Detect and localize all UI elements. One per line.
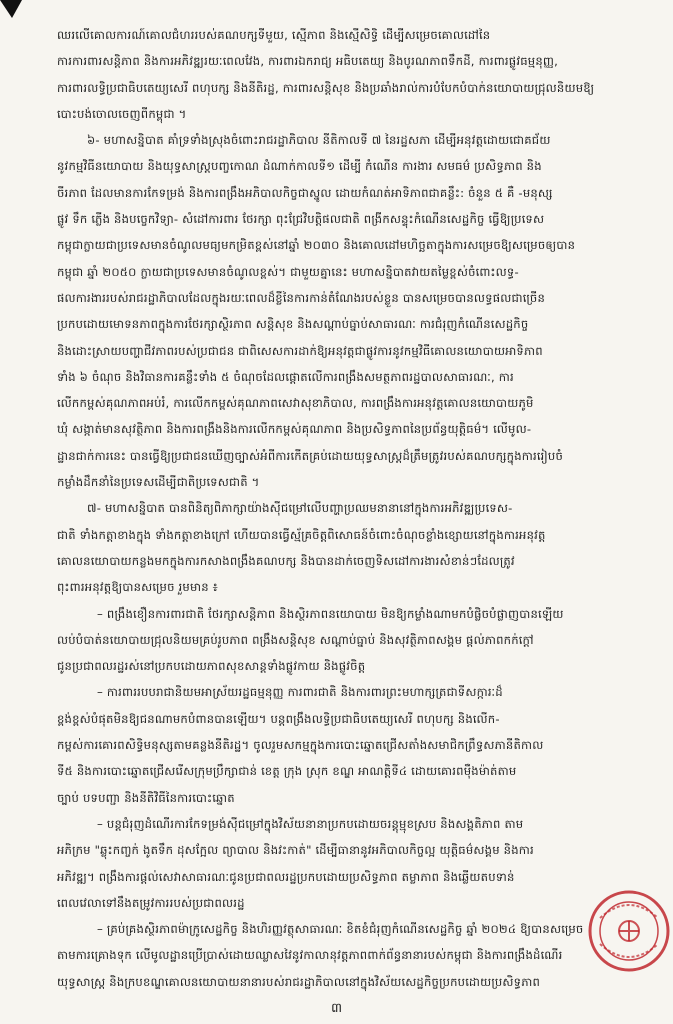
text-line: ជូនប្រជាពលរដ្ឋរស់នៅប្រកបដោយភាពសុខសាន្តទាំងផ្លូវកាយ និងផ្លូវចិត្ត bbox=[57, 659, 366, 674]
text-line: ការពារលទ្ធិប្រជាធិបតេយ្យសេរី ពហុបក្ស និងនីតិរដ្ឋ, ការពារសន្តិសុខ និងប្រឆាំងរាល់ការបំបែកបំបាក់នយោបាយជ្រុលនិយមឱ្យ bbox=[57, 80, 595, 95]
paragraph-6-start: ៦- មហាសន្និបាត គាំទ្រទាំងស្រុងចំពោះរាជរដ្ឋាភិបាល នីតិកាលទី ៧ នៃរដ្ឋសភា ដើម្បីអនុវត្តដោយជោគជ័យ bbox=[87, 133, 551, 148]
text-line: បោះបង់ចោលចេញពីកម្ពុជា ។ bbox=[57, 106, 187, 121]
text-line: ច្បាប់ បទបញ្ជា និងនីតិវិធីនៃការបោះឆ្នោត bbox=[57, 790, 235, 805]
text-line: អភិក្រម "ឆ្លុះកញ្ចក់ ងូតទឹក ដុសក្អែល ព្យាបាល និងវះកាត់" ដើម្បីធានានូវអភិបាលកិច្ចល្អ យុត្តិធម៌សង្គម និងការ bbox=[57, 843, 534, 858]
text-line: គោលនយោបាយកន្លងមកក្នុងការកសាងពង្រឹងគណបក្ស និងបានដាក់ចេញទិសដៅការងារសំខាន់ៗដែលត្រូវ bbox=[57, 553, 515, 568]
text-line: ឃុំ សង្កាត់មានសុវត្ថិភាព និងការពង្រឹងនិងការលើកកម្ពស់គុណភាព និងប្រសិទ្ធភាពនៃប្រព័ន្ធយុត្តិធម៌។ លើមូល- bbox=[57, 422, 532, 437]
bullet-item-3: – បន្តជំរុញដំណើរការកែទម្រង់ស៊ីជម្រៅក្នុងវិស័យនានាប្រកបដោយចរន្តុម្មុខស្រប និងសង្គតិភាព តាម bbox=[97, 816, 524, 831]
text-line: ខ្ពង់ខ្ពស់បំផុតមិនឱ្យជនណាមកបំពានបានឡើយ។ បន្តពង្រឹងលទ្ធិប្រជាធិបតេយ្យសេរី ពហុបក្ស និងលើក- bbox=[57, 711, 500, 726]
text-line: ទី៥ និងការបោះឆ្នោតជ្រើសរើសក្រុមប្រឹក្សាជាន់ ខេត្ត ក្រុង ស្រុក ខណ្ឌ អាណត្តិទី៤ ដោយគោរពម៉ឺងម៉ាត់តាម bbox=[57, 764, 517, 779]
text-line: នូវកម្មវិធីនយោបាយ និងយុទ្ធសាស្ត្របញ្ចកោណ ដំណាក់កាលទី១ ដើម្បី កំណើន ការងារ សមធម៌ ប្រសិទ្ធភាព និង bbox=[57, 159, 542, 174]
text-line: ពេលវេលាទៅនឹងតម្រូវការរបស់ប្រជាពលរដ្ឋ bbox=[57, 895, 245, 910]
text-line: កម្ពុជា ឆ្នាំ ២០៥០ ក្លាយជាប្រទេសមានចំណូលខ្ពស់។ ជាមួយគ្នានេះ មហាសន្និបាតវាយតម្លៃខ្ពស់ចំពោះលទ្ធ- bbox=[57, 264, 519, 279]
text-line: ចីរភាព ដែលមានការកែទម្រង់ និងការពង្រឹងអភិបាលកិច្ចជាស្នូល ដោយកំណត់អាទិភាពជាគន្លឹះ: ចំនួន ៥ គឺ -មនុស្ស bbox=[57, 185, 553, 200]
text-line: តាមការគ្រោងទុក លើមូលដ្ឋានប្រើប្រាស់ដោយឈ្លាសវៃនូវកាលានុវត្តភាពពាក់ព័ន្ធនានារបស់កម្ពុជា និងការពង្រឹងដំណើរ bbox=[57, 948, 563, 963]
text-line: និងដោះស្រាយបញ្ហាជីវភាពរបស់ប្រជាជន ជាពិសេសការដាក់ឱ្យអនុវត្តជាផ្លូវការនូវកម្មវិធីគោលនយោបាយអាទិភាព bbox=[57, 343, 543, 358]
bullet-item-4: – គ្រប់គ្រងស្ថិរភាពម៉ាក្រូសេដ្ឋកិច្ច និងហិរញ្ញវត្ថុសាធារណៈ ខិតខំជំរុញកំណើនសេដ្ឋកិច្ច ឆ្នាំ ២០២៤ ឱ្យបានសម្រេច bbox=[97, 922, 584, 937]
text-line: យុទ្ធសាស្ត្រ និងក្របខណ្ឌគោលនយោបាយនានារបស់រាជរដ្ឋាភិបាលនៅក្នុងវិស័យសេដ្ឋកិច្ចប្រកបដោយប្រសិទ្ធភាព bbox=[57, 974, 541, 989]
paragraph-7-start: ៧- មហាសន្និបាត បានពិនិត្យពិភាក្សាយ៉ាងស៊ីជម្រៅលើបញ្ហាប្រឈមនានានៅក្នុងការអភិវឌ្ឍប្រទេស- bbox=[87, 501, 513, 516]
party-seal-stamp bbox=[586, 888, 672, 974]
text-line: ដ្ឋានជាក់ការនេះ បានធ្វើឱ្យប្រជាជនឃើញច្បាស់អំពីការកើតគ្រប់ដោយយុទ្ធសាស្ត្រដ៏ត្រឹមត្រូវរបស់គណបក្សក្នុងការរៀបចំ bbox=[57, 448, 564, 463]
text-line: ផ្លូវ ទឹក ភ្លើង និងបច្ចេកវិទ្យា- សំដៅការពារ ថែរក្សា ពុះជ្រែវិបត្តិផលជាតិ ពង្រីកសន្ទុះកំណើនសេដ្ឋកិច្ច ធ្វើឱ្យប្រទេស bbox=[57, 212, 545, 227]
document-body bbox=[57, 22, 645, 995]
text-line: លប់បំបាត់នយោបាយជ្រុលនិយមគ្រប់រូបភាព ពង្រឹងសន្តិសុខ សណ្តាប់ធ្នាប់ និងសុវត្ថិភាពសង្គម ផ្តល់ភាពកក់ក្តៅ bbox=[57, 632, 534, 647]
bullet-item-1: – ពង្រឹងខឿនការពារជាតិ ថែរក្សាសន្តិភាព និងស្ថិរភាពនយោបាយ មិនឱ្យកម្លាំងណាមកបំផ្លិចបំផ្លាញបានឡើយ bbox=[97, 606, 564, 621]
text-line: កម្ពុជាក្លាយជាប្រទេសមានចំណូលមធ្យមកម្រិតខ្ពស់នៅឆ្នាំ ២០៣០ និងគោលដៅមហិច្ឆតាក្នុងការសម្រេចឱ្យសម្រេចឲ្យបាន bbox=[57, 238, 576, 253]
text-line: កម្លាំងដឹកនាំនៃប្រទេសដើម្បីជាតិប្រទេសជាតិ ។ bbox=[57, 475, 260, 490]
text-line: ផលការងាររបស់រាជរដ្ឋាភិបាលដែលក្នុងរយៈពេលដ៏ខ្លីនៃការកាន់តំណែងរបស់ខ្លួន បានសម្រេចបានលទ្ធផលជាច្រើន bbox=[57, 290, 546, 305]
text-line: ពុះពារអនុវត្តឱ្យបានសម្រេច រួមមាន ៖ bbox=[57, 580, 218, 595]
text-line: កម្ពស់ការគោរពសិទ្ធិមនុស្សតាមគន្លងនីតិរដ្ឋ។ ចូលរួមសកម្មក្នុងការបោះឆ្នោតជ្រើសតាំងសមាជិកព្រឹទ្ធសភានីតិកាល bbox=[57, 738, 544, 753]
text-line: អភិវឌ្ឍ។ ពង្រឹងការផ្តល់សេវាសាធារណៈជូនប្រជាពលរដ្ឋប្រកបដោយប្រសិទ្ធភាព តម្លាភាព និងឆ្លើយតបទាន់ bbox=[57, 869, 515, 884]
text-line: លើកកម្ពស់គុណភាពអប់រំ, ការលើកកម្ពស់គុណភាពសេវាសុខាភិបាល, ការពង្រឹងការអនុវត្តគោលនយោបាយភូមិ bbox=[57, 396, 534, 411]
text-line: ការការពារសន្តិភាព និងការអភិវឌ្ឍរយៈពេលវែង, ការពារឯករាជ្យ អធិបតេយ្យ និងបូរណភាពទឹកដី, ការពារផ្លូវធម្មនុញ្ញ, bbox=[57, 54, 559, 69]
text-line: ឈរលើគោលការណ៍គោលជំហររបស់គណបក្សទីមួយ, ស្មើភាព និងស្មើសិទ្ធិ ដើម្បីសម្រេចគោលដៅនៃ bbox=[57, 28, 491, 42]
bullet-item-2: – ការពាររបបរាជានិយមអាស្រ័យរដ្ឋធម្មនុញ្ញ ការពារជាតិ និងការពារព្រះមហាក្សត្រជាទីសក្ការៈដ៏ bbox=[97, 685, 503, 700]
text-line: ប្រកបដោយមោទនភាពក្នុងការថែរក្សាស្ថិរភាព សន្តិសុខ និងសណ្តាប់ធ្នាប់សាធារណៈ ការជំរុញកំណើនសេដ្ឋកិច្ច bbox=[57, 317, 529, 332]
text-line: ទាំង ៦ ចំណុច និងវិធានការគន្លឹះទាំង ៥ ចំណុចដែលផ្តោតលើការពង្រឹងសមត្ថភាពរដ្ឋបាលសាធារណៈ, ការ bbox=[57, 369, 514, 384]
page-corner-mark bbox=[0, 0, 22, 20]
text-line: ជាតិ ទាំងកត្តាខាងក្នុង ទាំងកត្តាខាងក្រៅ ហើយបានធ្វើស្ម័គ្រចិត្តពិសោធន៍ចំពោះចំណុចខ្លាំងខ្សោយនៅក្នុងការអនុវត្ត bbox=[57, 527, 546, 542]
page-number: ៣ bbox=[330, 1001, 343, 1016]
